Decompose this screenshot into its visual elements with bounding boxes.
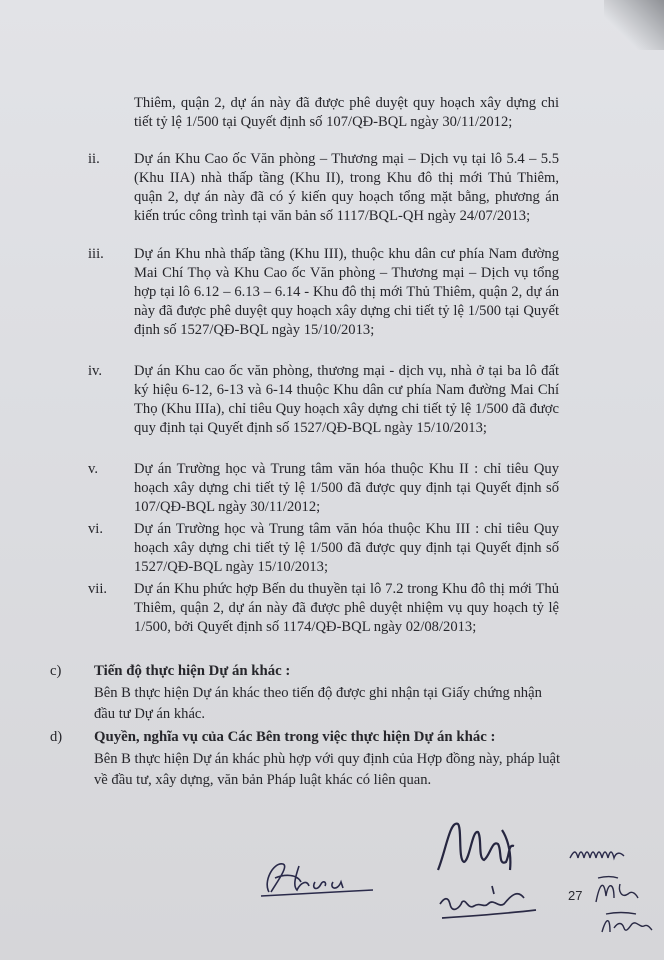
initials-top — [568, 842, 628, 868]
section-heading: Tiến độ thực hiện Dự án khác : — [94, 663, 291, 679]
item-numeral: iv. — [88, 363, 103, 379]
section-letter: c) — [50, 663, 62, 679]
item-text: Dự án Khu phức hợp Bến du thuyền tại lô 7.2 trong Khu đô thị mới Thủ Thiêm, quận 2, dự án này đã được phê duyệt nhiệm vụ quy hoạch tỷ lệ 1/500, bởi Quyết định số 1174/QĐ-BQL ngày 02/08/2013; — [134, 581, 559, 635]
item-numeral: ii. — [88, 151, 100, 167]
signature-scribble — [432, 880, 542, 930]
page-corner-shadow — [604, 0, 664, 50]
signature-khoa — [255, 852, 375, 902]
item-text: Dự án Trường học và Trung tâm văn hóa thuộc Khu III : chỉ tiêu Quy hoạch xây dựng chi tiết tỷ lệ 1/500 đã được quy định tại Quyết định số 1527/QĐ-BQL ngày 15/10/2013; — [134, 521, 559, 575]
signature-large — [428, 810, 538, 890]
item-text: Dự án Khu Cao ốc Văn phòng – Thương mại – Dịch vụ tại lô 5.4 – 5.5 (Khu IIA) nhà thấp tầng (Khu II), trong Khu đô thị mới Thủ Thiêm, quận 2, dự án này đã có ý kiến quy hoạch tổng mặt bằng, phương án kiến trúc công trình tại văn bản số 1117/BQL-QH ngày 24/07/2013; — [134, 151, 559, 224]
item-text: Dự án Khu cao ốc văn phòng, thương mại - dịch vụ, nhà ở tại ba lô đất ký hiệu 6-12, 6-13 và 6-14 thuộc Khu dân cư phía Nam đường Mai Chí Thọ (Khu IIIa), chỉ tiêu Quy hoạch xây dựng chi tiết tỷ lệ 1/500 đã được quy định tại Quyết định số 1527/QĐ-BQL ngày 15/10/2013; — [134, 363, 559, 436]
item-text: Dự án Khu nhà thấp tầng (Khu III), thuộc khu dân cư phía Nam đường Mai Chí Thọ và Khu Cao ốc Văn phòng – Thương mại – Dịch vụ tổng hợp tại lô 6.12 – 6.13 – 6.14 - Khu đô thị mới Thủ Thiêm, quận 2, dự án này đã được phê duyệt quy hoạch xây dựng chi tiết tỷ lệ 1/500 tại Quyết định số 1527/QĐ-BQL ngày 15/10/2013; — [134, 246, 559, 338]
item-numeral: iii. — [88, 246, 104, 262]
continuation-paragraph: Thiêm, quận 2, dự án này đã được phê duyệt quy hoạch xây dựng chi tiết tỷ lệ 1/500 tại Quyết định số 107/QĐ-BQL ngày 30/11/2012; — [134, 95, 559, 130]
item-numeral: vii. — [88, 581, 108, 597]
page-number: 27 — [568, 888, 583, 903]
section-letter: d) — [50, 729, 63, 745]
section-body: Bên B thực hiện Dự án khác phù hợp với quy định của Hợp đồng này, pháp luật về đầu tư, xây dựng, văn bản Pháp luật khác có liên quan. — [94, 751, 561, 788]
item-numeral: vi. — [88, 521, 103, 537]
item-text: Dự án Trường học và Trung tâm văn hóa thuộc Khu II : chỉ tiêu Quy hoạch xây dựng chi tiết tỷ lệ 1/500 đã được quy định tại Quyết định số 107/QĐ-BQL ngày 30/11/2012; — [134, 461, 559, 515]
initials-bottom — [596, 904, 656, 944]
section-body: Bên B thực hiện Dự án khác theo tiến độ được ghi nhận tại Giấy chứng nhận đầu tư Dự án khác. — [94, 685, 542, 722]
section-heading: Quyền, nghĩa vụ của Các Bên trong việc thực hiện Dự án khác : — [94, 729, 496, 745]
item-numeral: v. — [88, 461, 98, 477]
